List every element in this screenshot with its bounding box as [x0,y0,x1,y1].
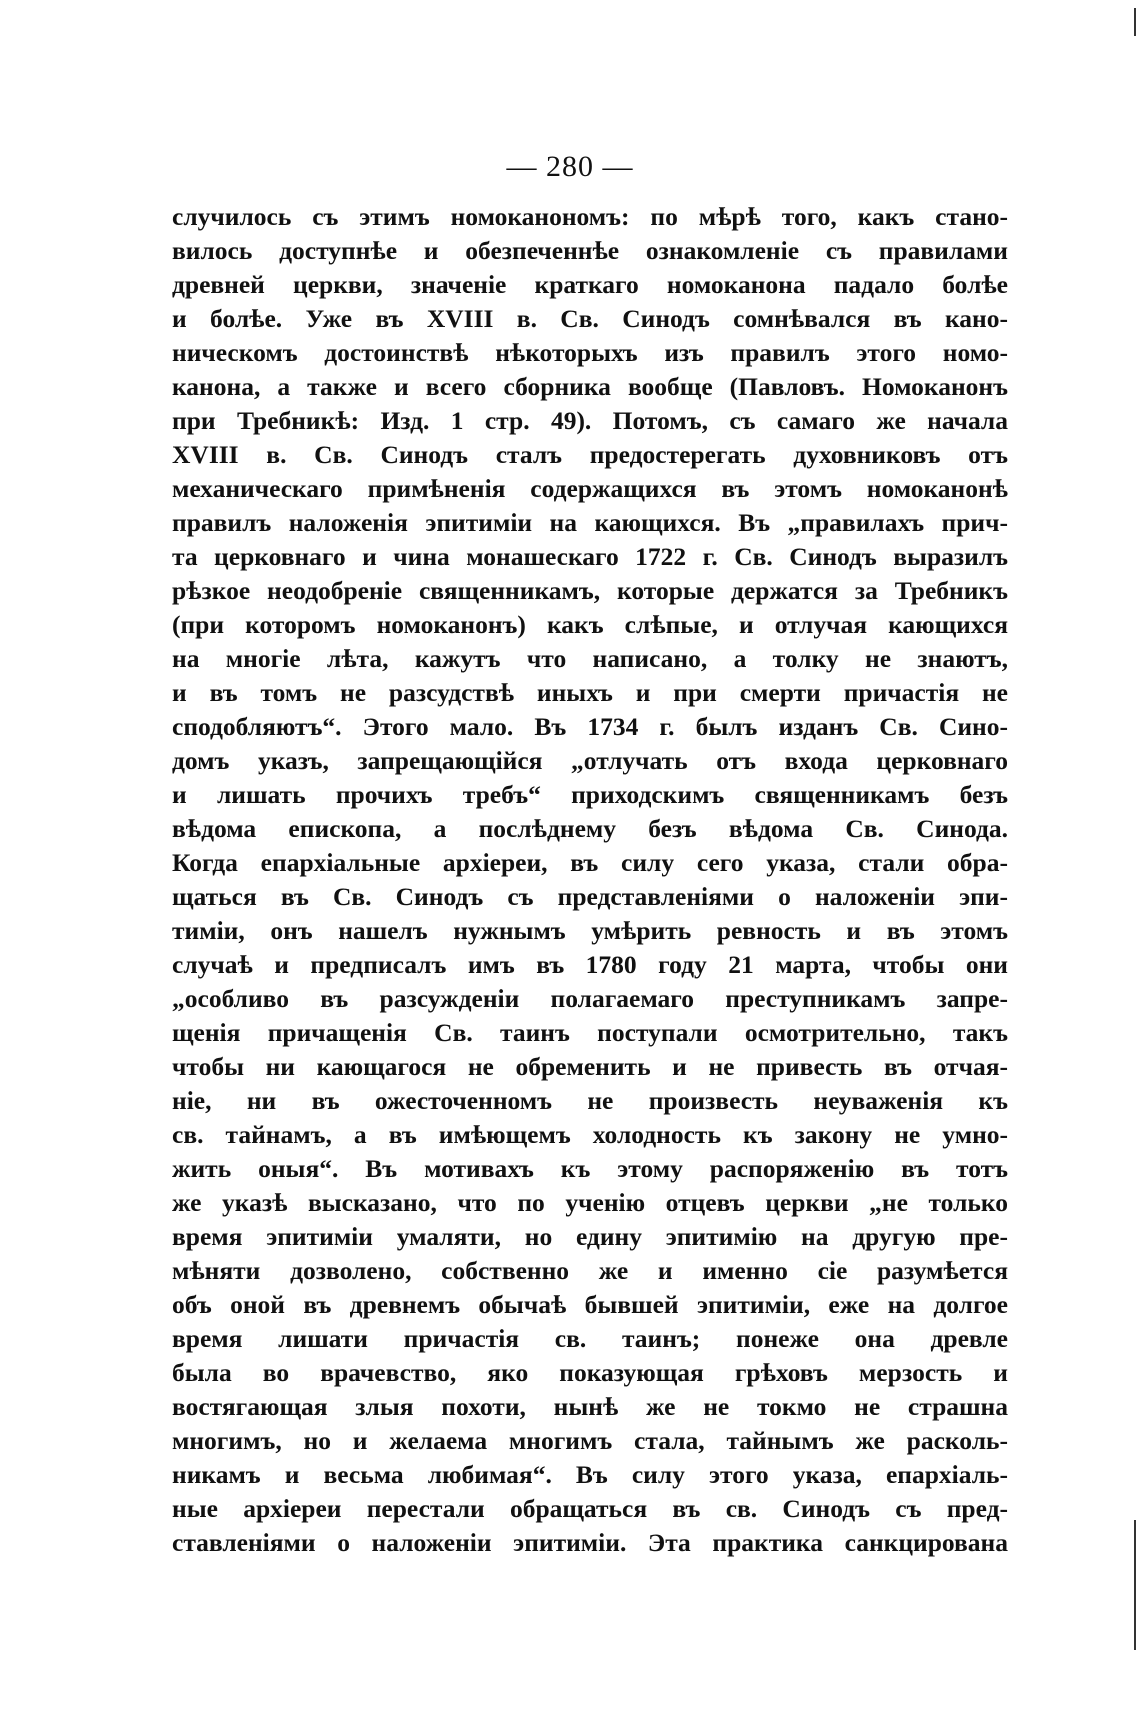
text-line: „особливо въ разсужденіи полагаемаго преступникамъ запре- [172,984,1008,1013]
text-line: и въ томъ не разсудствѣ иныхъ и при смерти причастія не [172,678,1008,707]
text-line: домъ указъ, запрещающійся „отлучать отъ входа церковнаго [172,746,1008,775]
text-line: время эпитиміи умаляти, но едину эпитимію на другую пре- [172,1222,1008,1251]
text-line: вилось доступнѣе и обезпеченнѣе ознакомленіе съ правилами [172,236,1008,265]
text-line: и болѣе. Уже въ XVIII в. Св. Синодъ сомнѣвался въ кано- [172,304,1008,333]
text-line: тиміи, онъ нашелъ нужнымъ умѣрить ревность и въ этомъ [172,916,1008,945]
text-line: правилъ наложенія эпитиміи на кающихся. Въ „правилахъ прич- [172,508,1008,537]
text-line: чтобы ни кающагося не обременить и не привесть въ отчая- [172,1052,1008,1081]
text-line: св. тайнамъ, а въ имѣющемъ холодность къ закону не умно- [172,1120,1008,1149]
text-line: рѣзкое неодобреніе священникамъ, которые держатся за Требникъ [172,576,1008,605]
text-line: случаѣ и предписалъ имъ въ 1780 году 21 марта, чтобы они [172,950,1008,979]
text-line: канона, а также и всего сборника вообще (Павловъ. Номоканонъ [172,372,1008,401]
text-line: жить оныя“. Въ мотивахъ къ этому распоряженію въ тотъ [172,1154,1008,1183]
body-text [172,200,1008,1560]
text-line: Когда епархіальные архіереи, въ силу сего указа, стали обра- [172,848,1008,877]
text-line: та церковнаго и чина монашескаго 1722 г. Св. Синодъ выразилъ [172,542,1008,571]
text-line: была во врачевство, яко показующая грѣховъ мерзость и [172,1358,1008,1387]
text-line: сподобляютъ“. Этого мало. Въ 1734 г. былъ изданъ Св. Сино- [172,712,1008,741]
scan-edge-mark-bottom [1134,1520,1136,1650]
text-line: щаться въ Св. Синодъ съ представленіями о наложеніи эпи- [172,882,1008,911]
text-line: ные архіереи перестали обращаться въ св. Синодъ съ пред- [172,1494,1008,1523]
text-line: XVIII в. Св. Синодъ сталъ предостерегать духовниковъ отъ [172,440,1008,469]
text-line: никамъ и весьма любимая“. Въ силу этого указа, епархіаль- [172,1460,1008,1489]
text-line: ставленіями о наложеніи эпитиміи. Эта практика санкцирована [172,1528,1008,1557]
text-line: и лишать прочихъ требъ“ приходскимъ священникамъ безъ [172,780,1008,809]
text-line: механическаго примѣненія содержащихся въ этомъ номоканонѣ [172,474,1008,503]
text-line: на многіе лѣта, кажутъ что написано, а толку не знаютъ, [172,644,1008,673]
text-line: при Требникѣ: Изд. 1 стр. 49). Потомъ, съ самаго же начала [172,406,1008,435]
page-number: — 280 — [506,150,634,183]
text-line: (при которомъ номоканонъ) какъ слѣпые, и отлучая кающихся [172,610,1008,639]
text-line: вѣдома епископа, а послѣднему безъ вѣдома Св. Синода. [172,814,1008,843]
text-line: востягающая злыя похоти, нынѣ же не токмо не страшна [172,1392,1008,1421]
text-line: ніе, ни въ ожесточенномъ не произвесть неуваженія къ [172,1086,1008,1115]
text-line: случилось съ этимъ номоканономъ: по мѣрѣ того, какъ стано- [172,202,1008,231]
text-line: древней церкви, значеніе краткаго номоканона падало болѣе [172,270,1008,299]
text-line: объ оной въ древнемъ обычаѣ бывшей эпитиміи, еже на долгое [172,1290,1008,1319]
text-line: время лишати причастія св. таинъ; понеже она древле [172,1324,1008,1353]
text-line: щенія причащенія Св. таинъ поступали осмотрительно, такъ [172,1018,1008,1047]
scan-edge-mark-top [1134,8,1136,36]
text-line: мѣняти дозволено, собственно же и именно сіе разумѣется [172,1256,1008,1285]
text-line: многимъ, но и желаема многимъ стала, тайнымъ же расколь- [172,1426,1008,1455]
text-line: же указѣ высказано, что по ученію отцевъ церкви „не только [172,1188,1008,1217]
text-line: ническомъ достоинствѣ нѣкоторыхъ изъ правилъ этого номо- [172,338,1008,367]
